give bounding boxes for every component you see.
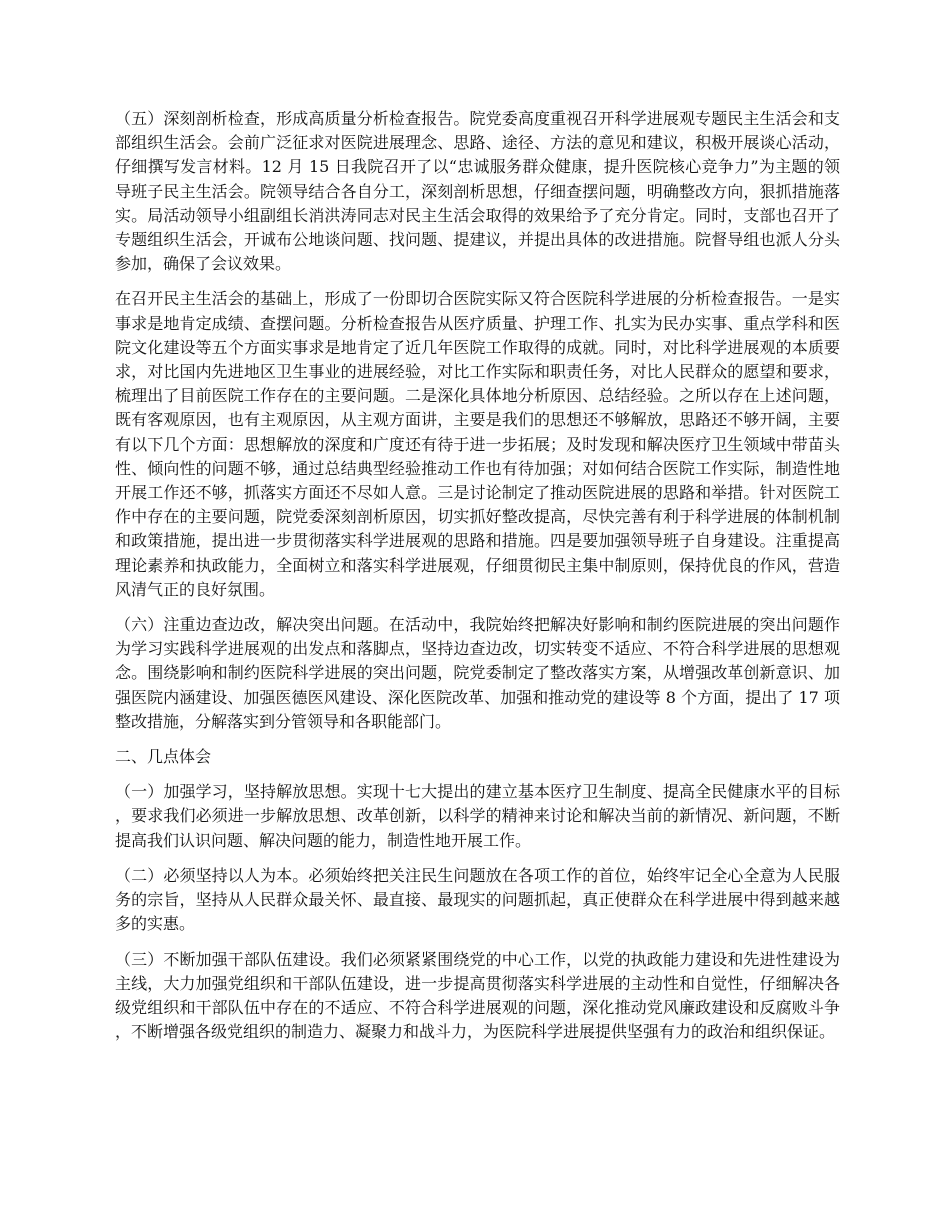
paragraph-five-analysis-report: （五）深刻剖析检查，形成高质量分析检查报告。院党委高度重视召开科学进展观专题民主生活会和支部组织生活会。会前广泛征求对医院进展理念、思路、途径、方法的意见和建议，积极开展谈心活动，仔细撰写发言材料。12 月 15 日我院召开了以“忠诚服务群众健康，提升医院核心竞争力”为主题的领导班子民主生活会。院领导结合各自分工，深刻剖析思想，仔细查摆问题，明确整改方向，狠抓措施落实。局活动领导小组副组长消洪涛同志对民主生活会取得的效果给予了充分肯定。同时，支部也召开了专题组织生活会，开诚布公地谈问题、找问题、提建议，并提出具体的改进措施。院督导组也派人分头参加，确保了会议效果。 xyxy=(115,109,840,274)
paragraph-insight-one: （一）加强学习，坚持解放思想。实现十七大提出的建立基本医疗卫生制度、提高全民健康水平的目标，要求我们必须进一步解放思想、改革创新，以科学的精神来讨论和解决当前的新情况、新问题，不断提高我们认识问题、解决问题的能力，制造性地开展工作。 xyxy=(115,782,840,850)
paragraph-analysis-report-details: 在召开民主生活会的基础上，形成了一份即切合医院实际又符合医院科学进展的分析检查报告。一是实事求是地肯定成绩、查摆问题。分析检查报告从医疗质量、护理工作、扎实为民办实事、重点学科和医院文化建设等五个方面实事求是地肯定了近几年医院工作取得的成就。同时，对比科学进展观的本质要求，对比国内先进地区卫生事业的进展经验，对比工作实际和职责任务，对比人民群众的愿望和要求，梳理出了目前医院工作存在的主要问题。二是深化具体地分析原因、总结经验。之所以存在上述问题，既有客观原因，也有主观原因，从主观方面讲，主要是我们的思想还不够解放，思路还不够开阔，主要有以下几个方面：思想解放的深度和广度还有待于进一步拓展；及时发现和解决医疗卫生领域中带苗头性、倾向性的问题不够，通过总结典型经验推动工作也有待加强；对如何结合医院工作实际，制造性地开展工作还不够，抓落实方面还不尽如人意。三是讨论制定了推动医院进展的思路和举措。针对医院工作中存在的主要问题，院党委深刻剖析原因，切实抓好整改提高，尽快完善有利于科学进展的体制机制和政策措施，提出进一步贯彻落实科学进展观的思路和措施。四是要加强领导班子自身建设。注重提高理论素养和执政能力，全面树立和落实科学进展观，仔细贯彻民主集中制原则，保持优良的作风，营造风清气正的良好氛围。 xyxy=(115,289,840,599)
paragraph-six-rectification: （六）注重边查边改，解决突出问题。在活动中，我院始终把解决好影响和制约医院进展的突出问题作为学习实践科学进展观的出发点和落脚点，坚持边查边改，切实转变不适应、不符合科学进展的思想观念。围绕影响和制约医院科学进展的突出问题，院党委制定了整改落实方案，从增强改革创新意识、加强医院内涵建设、加强医德医风建设、深化医院改革、加强和推动党的建设等 8 个方面，提出了 17 项整改措施，分解落实到分管领导和各职能部门。 xyxy=(115,615,840,731)
paragraph-insight-two: （二）必须坚持以人为本。必须始终把关注民生问题放在各项工作的首位，始终牢记全心全意为人民服务的宗旨，坚持从人民群众最关怀、最直接、最现实的问题抓起，真正使群众在科学进展中得到越来越多的实惠。 xyxy=(115,865,840,934)
document-page xyxy=(115,107,840,1055)
section-heading-insights: 二、几点体会 xyxy=(115,747,212,767)
paragraph-insight-three: （三）不断加强干部队伍建设。我们必须紧紧围绕党的中心工作，以党的执政能力建设和先进性建设为主线，大力加强党组织和干部队伍建设，进一步提高贯彻落实科学进展的主动性和自觉性，仔细解决各级党组织和干部队伍中存在的不适应、不符合科学进展观的问题，深化推动党风廉政建设和反腐败斗争，不断增强各级党组织的制造力、凝聚力和战斗力，为医院科学进展提供坚强有力的政治和组织保证。 xyxy=(115,949,840,1042)
